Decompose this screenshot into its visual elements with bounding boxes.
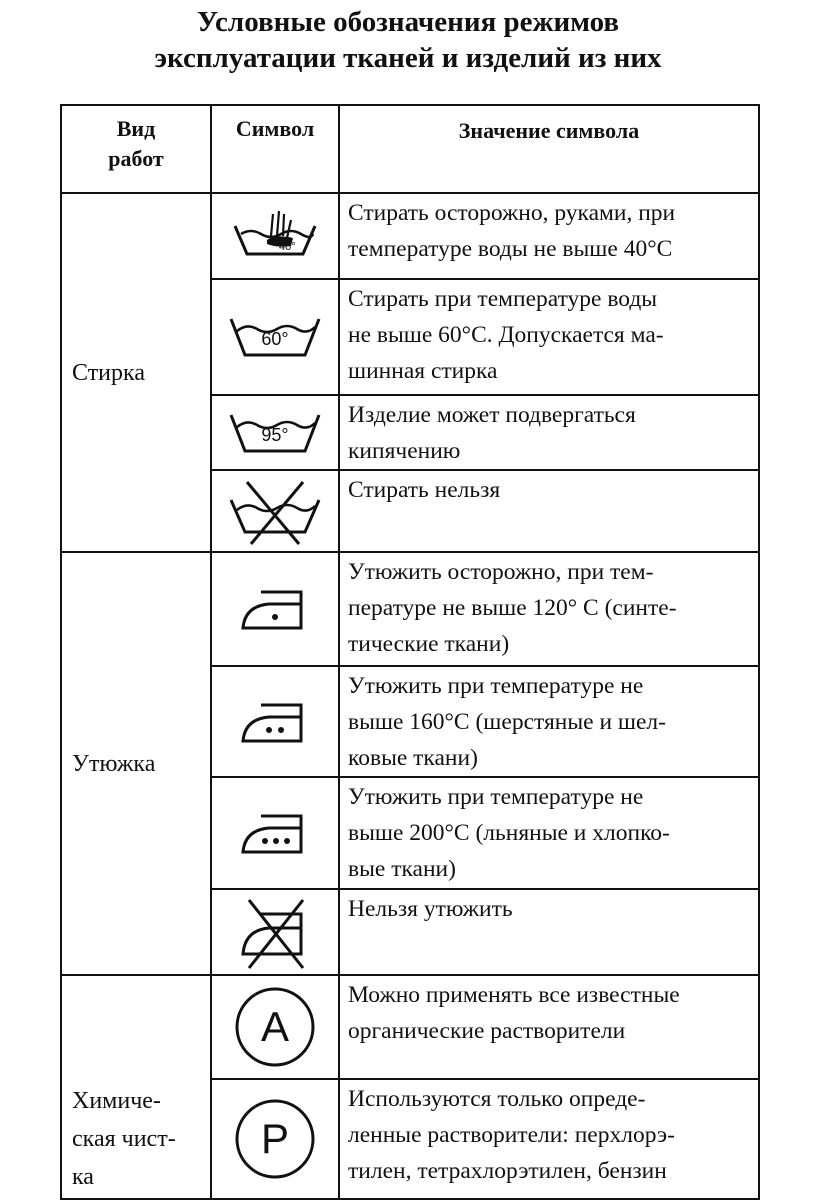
group-ironing: Утюжка [61,552,211,975]
dryclean-letter: A [260,1003,290,1050]
wash-temperature-label: 95° [261,424,289,445]
wash-95-icon [225,405,325,461]
header-symbol: Символ [211,105,339,193]
header-kind: Вид работ [61,105,211,193]
dryclean-letter: P [260,1115,290,1162]
meaning-cell: Используются только опреде- ленные растворители: перхлорэ- тилен, тетрахлорэтилен, бензин [339,1079,759,1199]
no-iron-icon [235,894,315,970]
meaning-cell: Стирать нельзя [339,470,759,552]
table-row [61,193,759,279]
symbol-cell [211,777,339,889]
meaning-cell: Стирать осторожно, руками, при температуре воды не выше 40°С [339,193,759,279]
dryclean-a-icon [233,985,317,1069]
header-meaning: Значение символа [339,105,759,193]
hand-wash-icon [227,206,323,266]
no-wash-icon [225,476,325,546]
table-row [61,552,759,666]
meaning-cell: Утюжить при температуре не выше 160°С (шерстяные и шел- ковые ткани) [339,666,759,777]
meaning-cell: Изделие может подвергаться кипячению [339,395,759,470]
symbol-cell [211,395,339,470]
symbol-cell [211,889,339,975]
symbol-cell [211,279,339,395]
svg-text:40°: 40° [279,241,296,253]
symbol-cell [211,193,339,279]
symbol-cell [211,470,339,552]
meaning-cell: Утюжить осторожно, при тем- пературе не выше 120° С (синте- тические ткани) [339,552,759,666]
wash-temperature-label: 60° [261,329,289,349]
symbol-cell [211,666,339,777]
symbol-cell [211,1079,339,1199]
group-drycleaning: Химиче- ская чист- ка [61,975,211,1199]
header-row [61,105,759,193]
symbol-cell [211,975,339,1079]
meaning-cell: Утюжить при температуре не выше 200°С (льняные и хлопко- вые ткани) [339,777,759,889]
iron-1-dot-icon [235,584,315,634]
meaning-cell: Стирать при температуре воды не выше 60°С. Допускается ма- шинная стирка [339,279,759,395]
wash-60-icon [225,307,325,367]
dryclean-p-icon [233,1097,317,1181]
title-line-2: эксплуатации тканей и изделий из них [154,42,662,74]
iron-3-dots-icon [235,808,315,858]
meaning-cell: Нельзя утюжить [339,889,759,975]
symbol-cell [211,552,339,666]
iron-2-dots-icon [235,697,315,747]
title-line-1: Условные обозначения режимов [196,6,620,38]
page-title [0,4,816,76]
meaning-cell: Можно применять все известные органические растворители [339,975,759,1079]
care-symbols-table [60,104,760,1200]
table-row [61,975,759,1079]
group-washing: Стирка [61,193,211,552]
